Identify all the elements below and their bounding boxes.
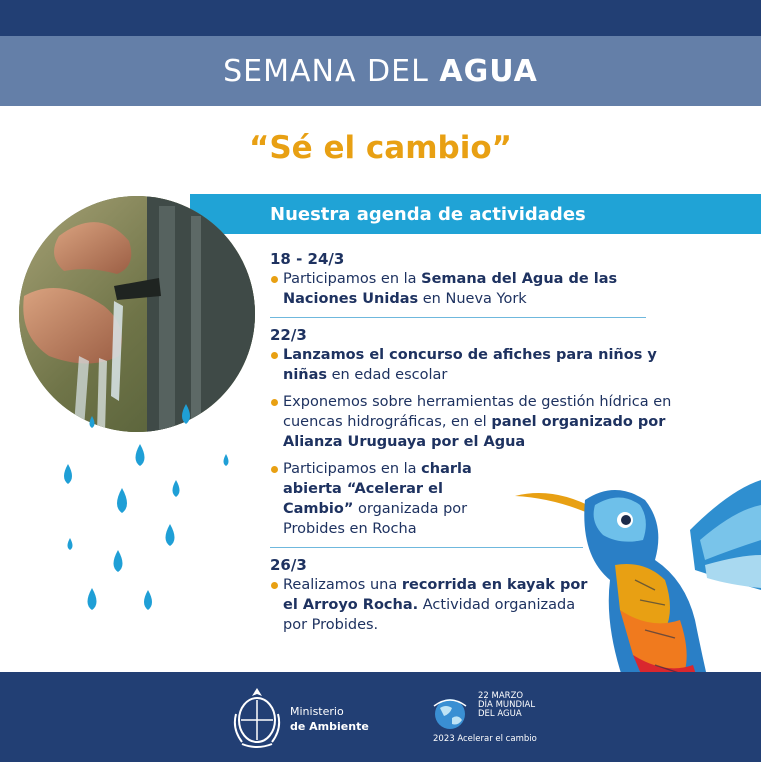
ministry-label [290,704,369,734]
title-light: SEMANA DEL [223,53,429,89]
drop [64,464,72,484]
drop [144,590,152,610]
item-text: organizada por Probides en Rocha [283,501,468,537]
agenda-date: 26/3 [270,556,307,574]
bullet-icon [271,399,278,406]
bullet-icon [271,276,278,283]
agenda-item [270,345,690,385]
event-line-3: DEL AGUA [478,709,522,719]
top-bar [0,0,761,36]
drop [224,454,229,466]
drop [182,404,190,424]
divider [270,317,646,318]
title-bold: AGUA [439,53,538,89]
agenda-section-1 [270,250,690,309]
drop [68,538,73,550]
bullet-icon [271,352,278,359]
item-bold: Semana del Agua de las Naciones Unidas [283,271,618,307]
drop [88,588,97,610]
globe-icon [432,696,468,732]
slogan: “Sé el cambio” [248,130,513,166]
drop [90,416,95,428]
agenda-date: 18 - 24/3 [270,250,345,268]
bullet-icon [271,466,278,473]
item-text: Realizamos una [283,577,402,593]
event-line-1: 22 MARZO [478,691,524,701]
item-bold: recorrida en kayak por el Arroyo Rocha. [283,577,588,613]
drop [166,524,175,546]
hands-water-illustration [19,196,255,432]
event-tagline: 2023 Acelerar el cambio [433,734,537,744]
world-water-day-label [478,692,535,719]
agenda-header [190,194,761,234]
bullet-icon [271,582,278,589]
item-text: Participamos en la [283,461,422,477]
item-bold: panel organizado por Alianza Uruguaya por el Agua [283,414,666,450]
agenda-item [270,269,690,309]
agenda-item [270,459,505,539]
item-text: Exponemos sobre herramientas de gestión hídrica en cuencas hidrográficas, en el [283,394,672,430]
agenda-date: 22/3 [270,326,307,344]
coat-of-arms-icon [232,684,282,750]
ministry-line-1: Ministerio [290,705,344,718]
item-text: en edad escolar [327,367,448,383]
footer [0,672,761,762]
item-text: Participamos en la [283,271,422,287]
title-band [0,36,761,106]
drop [114,550,123,572]
water-drops [0,400,260,640]
item-text: Actividad organizada por Probides. [283,597,576,633]
event-line-2: DÍA MUNDIAL [478,700,536,710]
ministry-line-2: de Ambiente [290,720,369,733]
hands-water-photo [19,196,255,432]
drop [136,444,145,466]
item-text: en Nueva York [418,291,527,307]
page-title [223,54,538,89]
drop [117,488,127,513]
item-bold: Lanzamos el concurso de afiches para niños y niñas [283,347,657,383]
agenda-item [270,392,690,452]
drop [173,480,180,497]
item-bold: charla abierta “Acelerar el Cambio” [283,461,472,517]
agenda-title: Nuestra agenda de actividades [270,203,586,225]
